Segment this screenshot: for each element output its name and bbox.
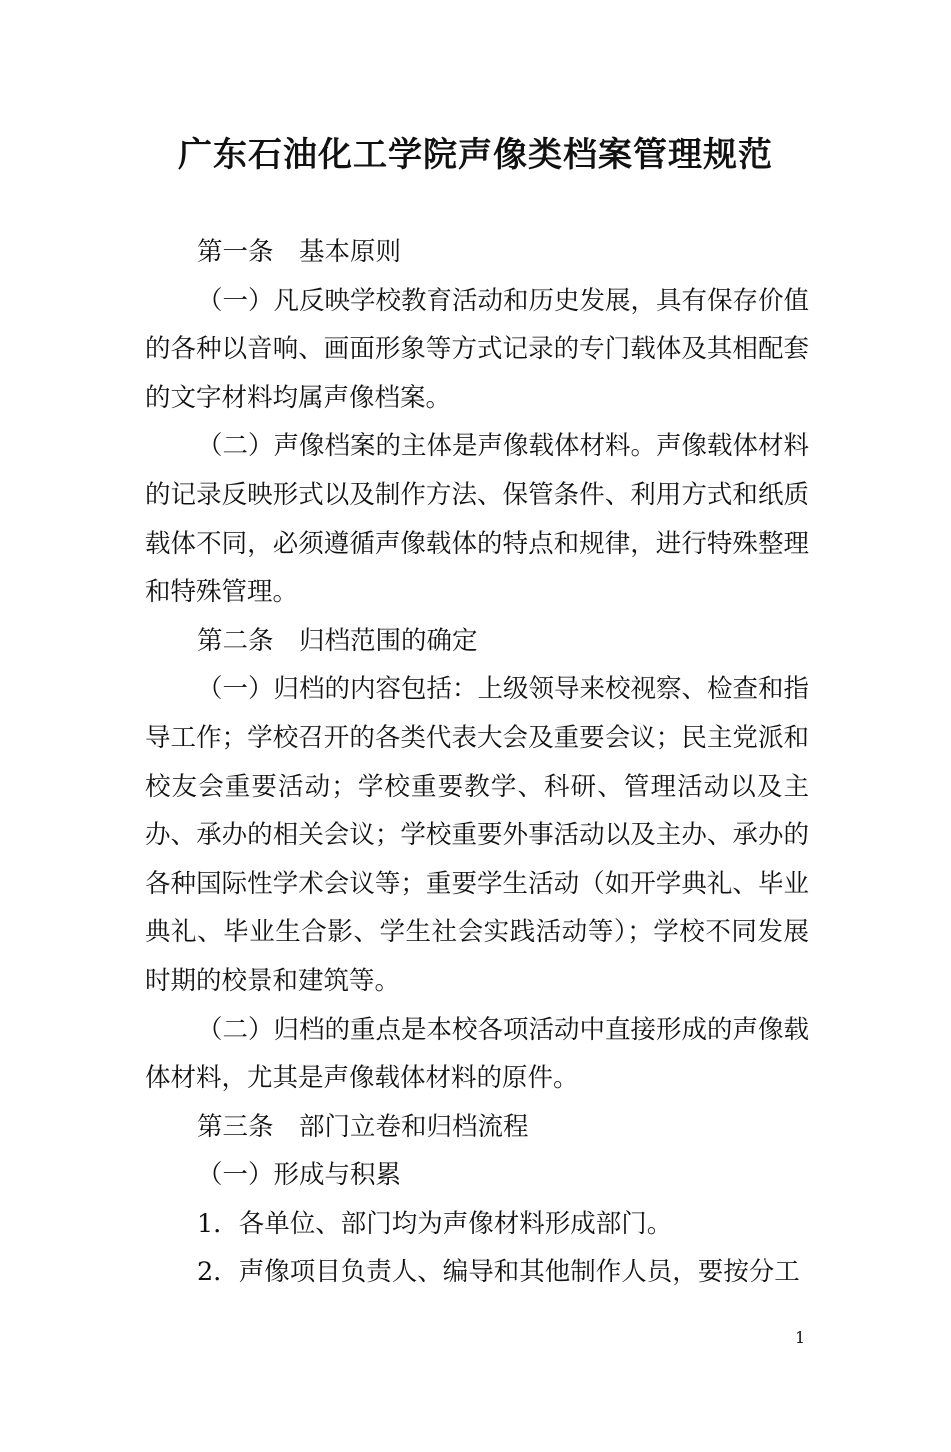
article-3-heading: 第三条 部门立卷和归档流程 [197, 1111, 529, 1142]
article-2-heading: 第二条 归档范围的确定 [197, 625, 478, 656]
article-1-heading: 第一条 基本原则 [197, 237, 402, 267]
article-2-clause-1: （一）归档的内容包括：上级领导来校视察、检查和指导工作；学校召开的各类代表大会及重要会议；民主党派和校友会重要活动；学校重要教学、科研、管理活动以及主办、承办的相关会议；学校重要外事活动以及主办、承办的各种国际性学术会议等；重要学生活动（如开学典礼、毕业典礼、毕业生合影、学生社会实践活动等）；学校不同发展时期的校景和建筑等。 [145, 674, 810, 996]
article-3-item-1: 1．各单位、部门均为声像材料形成部门。 [197, 1208, 673, 1239]
article-1-clause-1: （一）凡反映学校教育活动和历史发展，具有保存价值的各种以音响、画面形象等方式记录的专门载体及其相配套的文字材料均属声像档案。 [145, 285, 810, 413]
article-1-clause-2: （二）声像档案的主体是声像载体材料。声像载体材料的记录反映形式以及制作方法、保管条件、利用方式和纸质载体不同，必须遵循声像载体的特点和规律，进行特殊整理和特殊管理。 [145, 431, 810, 608]
page-number: 1 [795, 1328, 806, 1347]
article-3-item-2: 2．声像项目负责人、编导和其他制作人员，要按分工 [197, 1257, 800, 1288]
article-2-clause-2: （二）归档的重点是本校各项活动中直接形成的声像载体材料，尤其是声像载体材料的原件。 [145, 1014, 810, 1094]
article-3-subheading-1: （一）形成与积累 [197, 1160, 402, 1191]
document-body [145, 228, 809, 1297]
document-title: 广东石油化工学院声像类档案管理规范 [178, 135, 773, 175]
